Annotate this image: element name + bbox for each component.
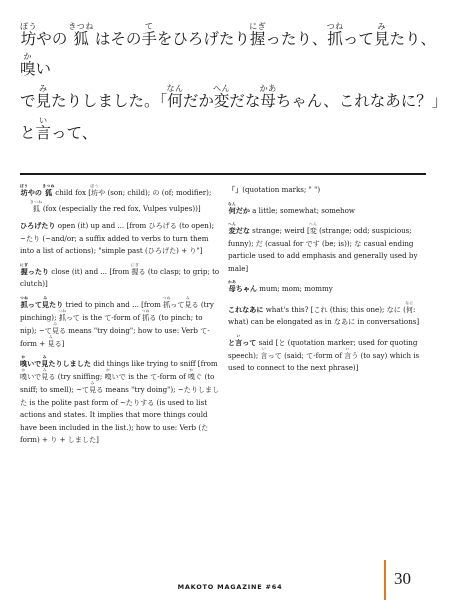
ruby-annotation: 握にぎ xyxy=(20,262,29,276)
ruby-annotation: 握にぎ xyxy=(249,22,267,48)
story-line: と言いって、 xyxy=(20,116,98,142)
story-passage xyxy=(20,22,450,148)
ruby-annotation: 見み xyxy=(373,22,390,48)
glossary-entry xyxy=(20,263,220,291)
glossary-term: 「」 xyxy=(228,185,243,194)
glossary-term: 何なんだか xyxy=(228,201,250,215)
ruby-annotation: 嗅か xyxy=(104,368,112,381)
story-line: 坊ぼうやの 狐きつね はその手てをひろげたり握にぎったり、抓つねって見みたり、嗅かい xyxy=(20,22,436,78)
glossary-term: これなあに xyxy=(228,304,264,314)
glossary-definition: child fox [坊ぼうや (son; child); の (of; modifier); xyxy=(52,184,212,197)
ruby-annotation: 言い xyxy=(260,346,268,360)
ruby-annotation: 母かあ xyxy=(259,84,277,110)
ruby-annotation: 見み xyxy=(184,295,192,309)
ruby-annotation: 握にぎ xyxy=(130,262,140,276)
ruby-annotation: 見み xyxy=(89,381,97,394)
ruby-annotation: 坊ぼう xyxy=(20,22,38,48)
glossary-entry xyxy=(228,202,436,218)
glossary-definition: (quotation marks; " ") xyxy=(242,185,321,194)
ruby-annotation: 坊ぼう xyxy=(90,184,99,197)
glossary-definition: open (it) up and ... [from ひろげる (to open); ~たり (~and/or; a suffix added to verbs to turn them into a list of actions); "simple past (ひろげた) + り"] xyxy=(20,221,214,255)
glossary-entry xyxy=(228,184,436,197)
ruby-annotation: 抓つね xyxy=(58,308,67,322)
ruby-annotation: 何なん xyxy=(228,201,237,215)
ruby-annotation: 見み xyxy=(35,84,52,110)
ruby-annotation: 見み xyxy=(41,355,49,368)
glossary-term: ひろげたり xyxy=(20,221,56,230)
glossary-definition: a little; somewhat; somehow xyxy=(249,205,355,215)
magazine-title: MAKOTO MAGAZINE #64 xyxy=(177,583,283,591)
ruby-annotation: 抓つね xyxy=(141,308,150,322)
ruby-annotation: 手て xyxy=(141,22,157,48)
glossary-definition: mum; mom; mommy xyxy=(257,284,333,293)
ruby-annotation: 変へん xyxy=(228,222,237,235)
glossary-entry xyxy=(20,220,220,258)
ruby-annotation: 何なに xyxy=(405,300,414,314)
section-divider xyxy=(20,173,426,175)
glossary-definition: what's this? [これ (this; this one); なに (何なに: what) can be elongated as in なあに in conversations] xyxy=(228,300,420,326)
glossary-definition: close (it) and ... [from 握にぎる (to clasp; to grip; to clutch)] xyxy=(20,262,220,288)
ruby-annotation: 狐きつね xyxy=(42,184,55,197)
page-number: 30 xyxy=(394,569,411,588)
ruby-annotation: 狐きつね xyxy=(68,22,94,48)
glossary-term: 変へんだな xyxy=(228,222,250,235)
ruby-annotation: 言い xyxy=(35,116,52,142)
ruby-annotation: 抓つね xyxy=(20,295,29,309)
page-accent-bar xyxy=(384,560,386,600)
glossary-term: 嗅かいで見みたりしました xyxy=(20,355,91,368)
glossary-entry xyxy=(228,280,436,296)
glossary-entry xyxy=(228,301,436,329)
ruby-annotation: 坊ぼう xyxy=(20,184,29,197)
glossary-definition: did things like trying to sniff [from 嗅かいで見みる (try sniffing; 嗅かいで is the て-form of 嗅かぐ (to sniff; to smell); ~て見みる means "try doing"); ~たりしました is the polite past form of ~たりする (is used to list actions and states. It implies that more things could have been included in the list.); how to use: Verb (た form) + り + しました] xyxy=(20,359,220,444)
glossary-entry xyxy=(20,296,220,351)
glossary-right-column xyxy=(228,184,436,380)
glossary-definition-continued: 狐きつね (fox (especially the red fox, Vulpes vulpes))] xyxy=(30,199,201,213)
ruby-annotation: 何なん xyxy=(166,84,184,110)
glossary-term: 抓つねって見みたり xyxy=(20,295,64,309)
glossary-term: 母かあちゃん xyxy=(228,280,258,293)
ruby-annotation: 抓つね xyxy=(326,22,344,48)
glossary-definition: strange; weird [変へん (strange; odd; suspicious; funny); だ (casual for です (be; is)); な casual ending particle used to add emphasis and generally used by male] xyxy=(228,222,418,273)
ruby-annotation: 言い xyxy=(235,333,243,347)
ruby-annotation: 言い xyxy=(344,346,352,360)
glossary-term: 握にぎったり xyxy=(20,262,50,276)
ruby-annotation: 狐きつね xyxy=(30,199,43,213)
ruby-annotation: 嗅か xyxy=(20,368,28,381)
glossary-term: 坊ぼうやの 狐きつね xyxy=(20,184,55,197)
ruby-annotation: 変へん xyxy=(213,84,231,110)
ruby-annotation: 嗅か xyxy=(20,52,36,78)
glossary-definition: tried to pinch and ... [from 抓つねって見みる (try pinching); 抓つねって is the て-form of 抓つねる (to pinch; to nip); ~て見みる means "try doing"; how to use: Verb て-form + 見みる] xyxy=(20,295,214,348)
glossary-left-column xyxy=(20,184,220,452)
ruby-annotation: 見み xyxy=(47,334,55,348)
glossary-term: と言いって xyxy=(228,333,257,347)
ruby-annotation: 見み xyxy=(41,295,50,309)
glossary-entry xyxy=(228,334,436,375)
glossary-entry xyxy=(20,355,220,447)
ruby-annotation: 抓つね xyxy=(162,295,171,309)
glossary-definition: said [と (quotation marker; used for quoting speech); 言いって (said; て-form of 言いう (to say) which is used to connect to the next phrase)] xyxy=(228,337,420,372)
story-line: で見みたりしました。「何なんだか変へんだな母かあちゃん、これなあに？」 xyxy=(20,84,448,110)
glossary-entry xyxy=(228,222,436,275)
ruby-annotation: 母かあ xyxy=(228,280,237,293)
glossary-entry xyxy=(20,184,220,215)
ruby-annotation: 見み xyxy=(41,368,49,381)
ruby-annotation: 変へん xyxy=(309,222,318,235)
ruby-annotation: 嗅か xyxy=(20,355,28,368)
ruby-annotation: 見み xyxy=(51,321,59,335)
ruby-annotation: 嗅か xyxy=(188,368,196,381)
